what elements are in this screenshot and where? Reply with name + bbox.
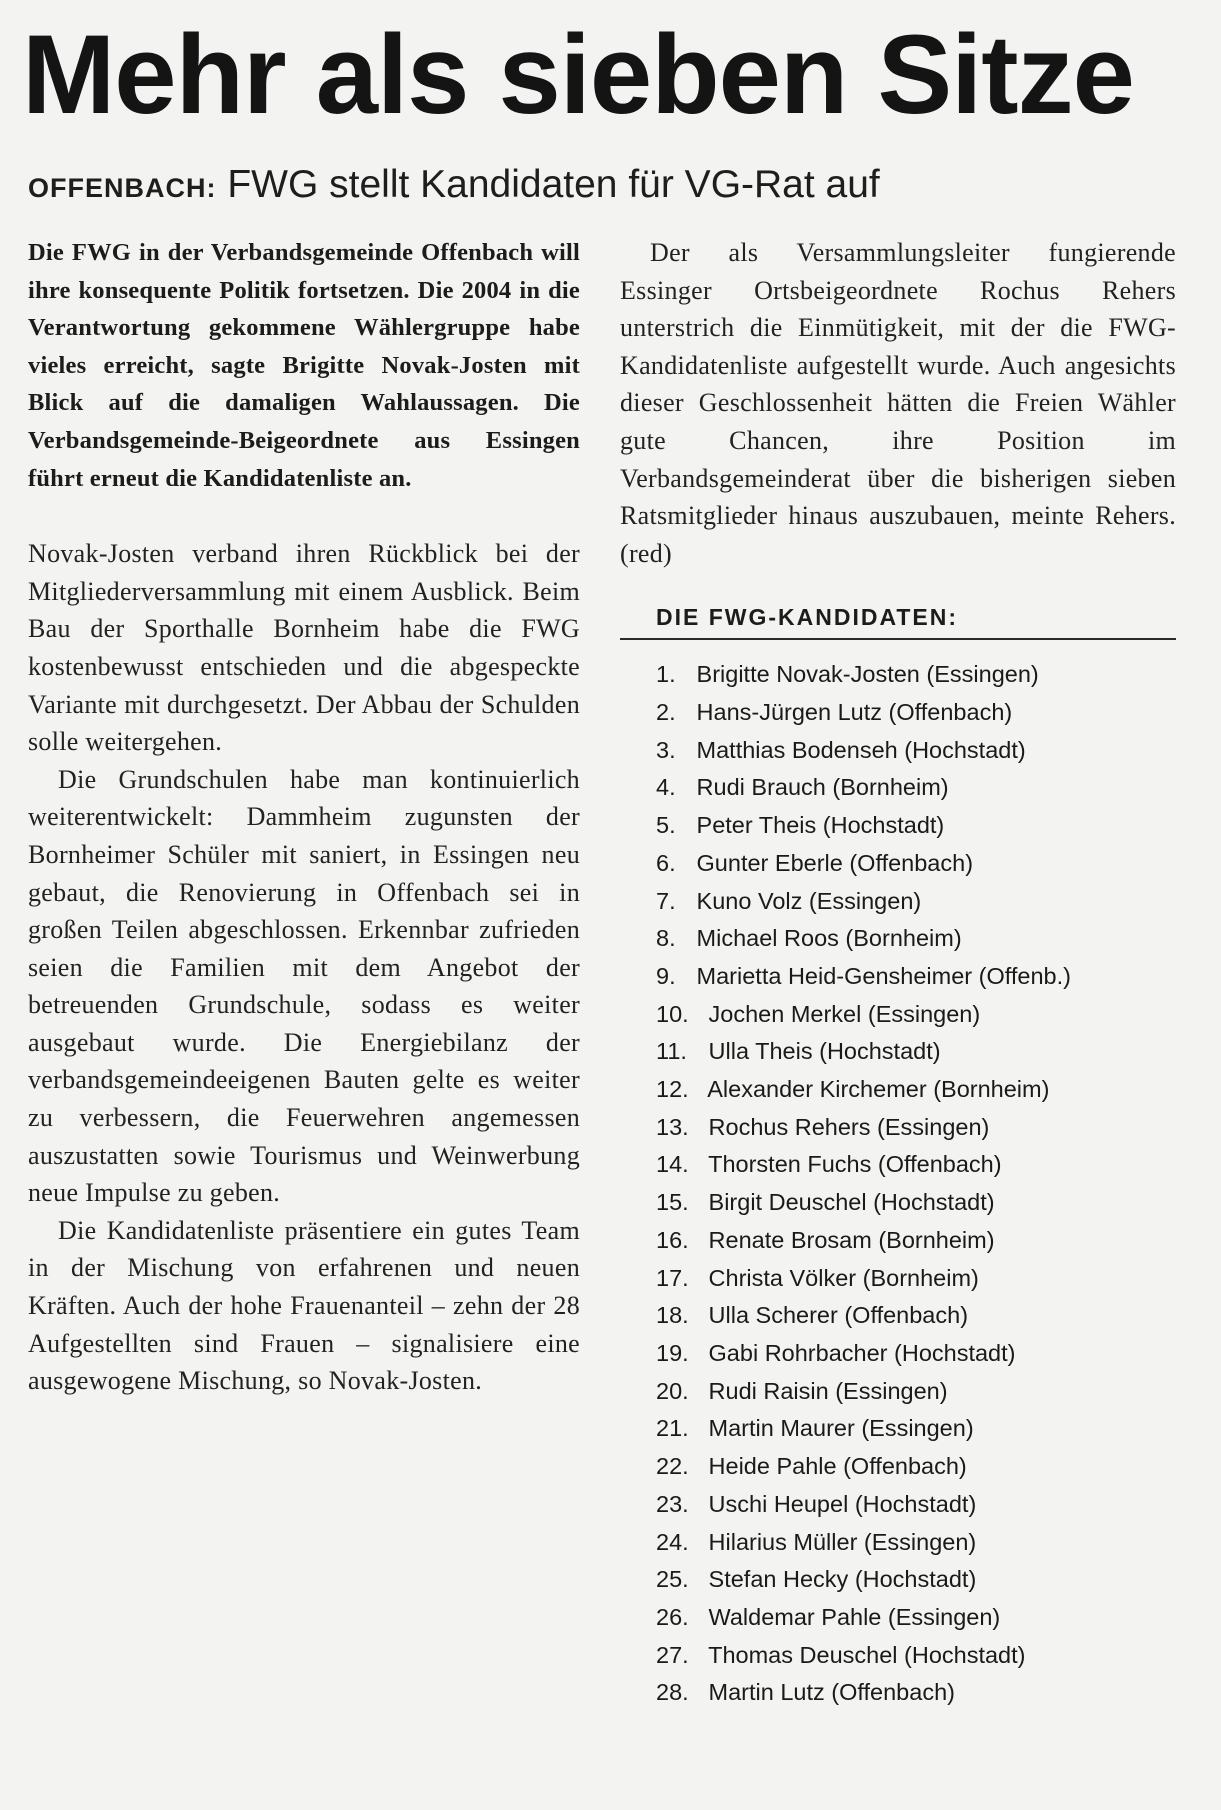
subheadline-line [28,158,1208,215]
candidate-name: Marietta Heid-Gensheimer (Offenb.) [696,962,1071,989]
candidates-list [620,656,1176,1712]
candidate-item [656,1335,1176,1373]
body-paragraph-1: Novak-Josten verband ihren Rückblick bei der Mitgliederversammlung mit einem Ausblick. Beim Bau der Sporthalle Bornheim habe die FWG kostenbewusst entschieden und die abgespeckte Variante mit durchgesetzt. Der Abbau der Schulden solle weitergehen. [28,539,580,757]
candidate-item [656,1524,1176,1562]
candidate-name: Alexander Kirchemer (Bornheim) [707,1076,1050,1103]
candidate-number: 7. [656,887,676,914]
candidate-item [656,1486,1176,1524]
candidate-name: Thomas Deuschel (Hochstadt) [708,1641,1026,1668]
candidate-number: 26. [656,1603,689,1630]
candidate-item [656,694,1176,732]
candidate-name: Birgit Deuschel (Hochstadt) [708,1189,995,1216]
candidate-number: 10. [656,1000,689,1027]
candidate-name: Peter Theis (Hochstadt) [696,812,945,839]
candidate-item [656,1260,1176,1298]
candidate-item [656,1033,1176,1071]
candidate-name: Hans-Jürgen Lutz (Offenbach) [696,699,1013,726]
candidate-name: Heide Pahle (Offenbach) [708,1453,967,1480]
candidate-name: Jochen Merkel (Essingen) [708,1000,981,1027]
candidate-number: 16. [656,1226,689,1253]
candidates-divider [620,638,1176,640]
candidate-item [656,732,1176,770]
candidate-number: 22. [656,1453,689,1480]
candidate-name: Renate Brosam (Bornheim) [708,1226,995,1253]
candidate-item [656,1637,1176,1675]
candidate-number: 24. [656,1528,689,1555]
candidate-name: Rudi Brauch (Bornheim) [696,774,949,801]
candidate-number: 6. [656,849,676,876]
headline: Mehr als sieben Sitze [22,12,1134,137]
candidate-number: 3. [656,736,676,763]
candidate-item [656,656,1176,694]
candidate-number: 8. [656,925,676,952]
candidate-number: 17. [656,1264,689,1291]
paragraph-gap [28,497,580,535]
candidate-name: Brigitte Novak-Josten (Essingen) [696,661,1039,688]
candidate-item [656,883,1176,921]
candidate-name: Waldemar Pahle (Essingen) [708,1603,1001,1630]
candidate-number: 19. [656,1340,689,1366]
candidate-number: 23. [656,1490,689,1517]
candidate-name: Kuno Volz (Essingen) [696,887,922,914]
candidate-number: 21. [656,1415,689,1442]
candidate-item [656,920,1176,958]
candidate-name: Matthias Bodenseh (Hochstadt) [696,736,1026,763]
candidate-item [656,1410,1176,1448]
candidate-item [656,1373,1176,1411]
candidate-number: 20. [656,1377,689,1404]
candidate-number: 18. [656,1302,689,1329]
candidate-item [656,807,1176,845]
candidate-name: Ulla Scherer (Offenbach) [708,1302,969,1329]
candidate-number: 5. [656,812,676,839]
candidate-item [656,845,1176,883]
candidate-number: 1. [656,661,676,688]
candidate-item [656,1599,1176,1637]
candidates-title: DIE FWG-KANDIDATEN: [656,604,959,631]
candidate-name: Rudi Raisin (Essingen) [708,1377,948,1404]
candidate-name: Hilarius Müller (Essingen) [708,1528,977,1555]
candidate-number: 11. [656,1038,687,1065]
candidate-item [656,958,1176,996]
candidate-name: Ulla Theis (Hochstadt) [708,1038,941,1065]
candidate-item [656,1146,1176,1184]
kicker: OFFENBACH: [28,173,217,203]
subheadline: FWG stellt Kandidaten für VG-Rat auf [227,163,880,206]
candidate-item [656,1448,1176,1486]
body-paragraph-2: Die Grundschulen habe man kontinuierlich weiterentwickelt: Dammheim zugunsten der Bornheimer Schüler mit saniert, in Essingen neu gebaut, die Renovierung in Offenbach sei in großen Teilen abgeschlossen. Erkennbar zufrieden seien die Familien mit dem Angebot der betreuenden Grundschule, sodass es weiter ausgebaut wurde. Die Energiebilanz der verbandsgemeindeeigenen Bauten gelte es weiter zu verbessern, die Feuerwehren angemessen auszustatten sowie Tourismus und Weinwerbung neue Impulse zu geben. [28,764,580,1208]
candidate-name: Thorsten Fuchs (Offenbach) [708,1151,1002,1178]
body-paragraph-3: Die Kandidatenliste präsentiere ein gutes Team in der Mischung von erfahrenen und neuen Kräften. Auch der hohe Frauenanteil – zehn der 28 Aufgestellten sind Frauen – signalisiere eine ausgewogene Mischung, so Novak-Josten. [28,1215,580,1396]
candidate-item [656,1184,1176,1222]
candidate-item [656,1109,1176,1147]
candidate-number: 28. [656,1679,689,1706]
candidate-item [656,1674,1176,1712]
candidate-number: 25. [656,1566,689,1593]
candidate-item [656,1222,1176,1260]
candidate-name: Christa Völker (Bornheim) [708,1264,979,1291]
candidate-number: 15. [656,1189,689,1216]
candidate-number: 9. [656,962,676,989]
candidate-item [656,1071,1176,1109]
candidate-number: 2. [656,699,676,726]
left-column [28,234,580,1400]
candidate-name: Gabi Rohrbacher (Hochstadt) [708,1340,1016,1366]
candidate-item [656,996,1176,1034]
candidate-number: 13. [656,1113,689,1140]
lead-paragraph: Die FWG in der Verbandsgemeinde Offenbach will ihre konsequente Politik fortsetzen. Die 2004 in die Verantwortung gekommene Wählergruppe habe vieles erreicht, sagte Brigitte Novak-Josten mit Blick auf die damaligen Wahlaussagen. Die Verbandsgemeinde-Beigeordnete aus Essingen führt erneut die Kandidatenliste an. [28,239,580,492]
candidate-name: Michael Roos (Bornheim) [696,925,962,952]
candidate-name: Gunter Eberle (Offenbach) [696,849,974,876]
candidate-number: 27. [656,1641,689,1668]
candidate-number: 12. [656,1076,689,1103]
candidate-name: Uschi Heupel (Hochstadt) [708,1490,977,1517]
candidate-item [656,1561,1176,1599]
candidate-name: Stefan Hecky (Hochstadt) [708,1566,977,1593]
candidate-name: Martin Lutz (Offenbach) [708,1679,955,1706]
candidate-name: Rochus Rehers (Essingen) [708,1113,990,1140]
candidate-number: 14. [656,1151,689,1178]
candidate-item [656,769,1176,807]
right-column [620,234,1176,1712]
candidate-name: Martin Maurer (Essingen) [708,1415,974,1442]
body-paragraph-4: Der als Versammlungsleiter fungierende Essinger Ortsbeigeordnete Rochus Rehers unterstrich die Einmütigkeit, mit der die FWG-Kandidatenliste aufgestellt wurde. Auch angesichts dieser Geschlossenheit hätten die Freien Wähler gute Chancen, ihre Position im Verbandsgemeinderat über die bisherigen sieben Ratsmitglieder hinaus auszubauen, meinte Rehers. (red) [620,238,1176,568]
candidate-number: 4. [656,774,676,801]
candidate-item [656,1297,1176,1335]
